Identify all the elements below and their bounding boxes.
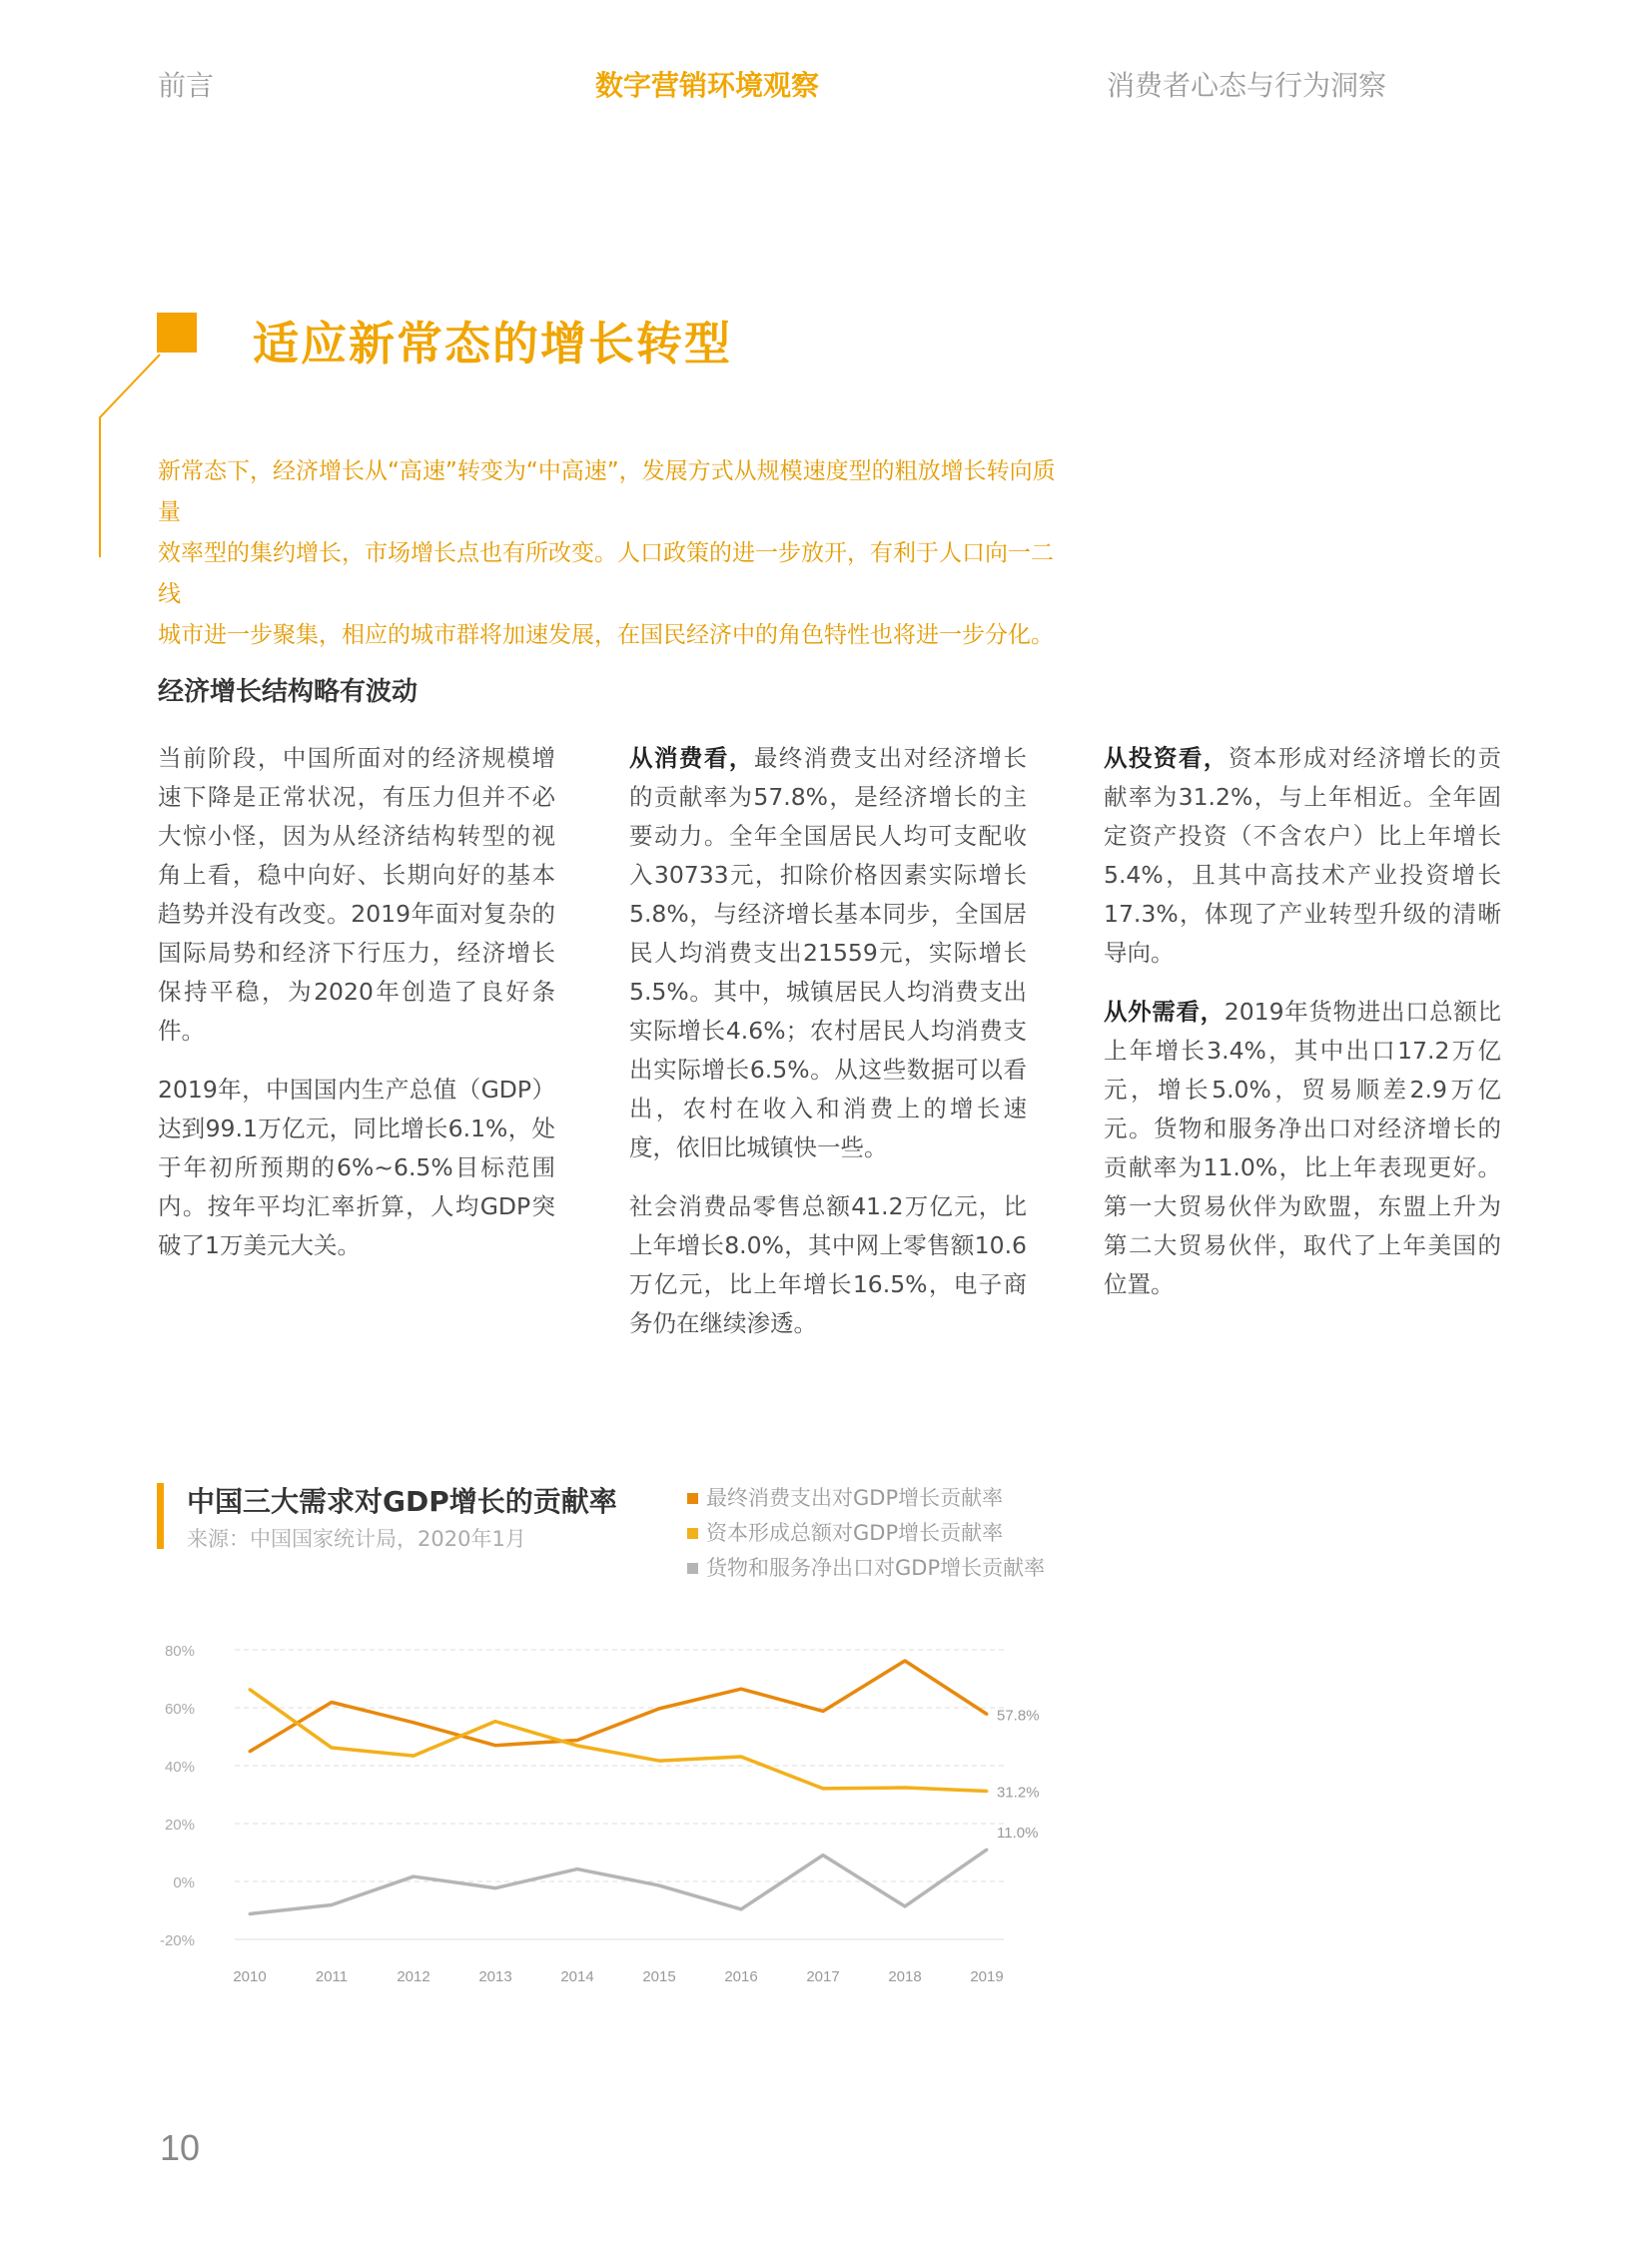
data-point [986, 1849, 989, 1852]
legend-item [687, 1481, 1045, 1516]
chart-legend [687, 1481, 1045, 1586]
paragraph-lead: 从投资看， [1104, 744, 1229, 772]
end-data-label: 11.0% [997, 1825, 1039, 1843]
y-tick-label: 20% [164, 1817, 195, 1834]
data-point [249, 1750, 252, 1753]
column-1 [158, 739, 555, 1285]
data-point [740, 1756, 743, 1759]
paragraph-body: 最终消费支出对经济增长的贡献率为57.8%，是经济增长的主要动力。全年全国居民人均可支配收入30733元，扣除价格因素实际增长5.8%，与经济增长基本同步，全国居民人均消费支出21559元，实际增长5.5%。其中，城镇居民人均消费支出实际增长4.6%；农村居民人均消费支出实际增长6.5%。从这些数据可以看出，农村在收入和消费上的增长速度，依旧比城镇快一些。 [629, 744, 1028, 1161]
paragraph: 2019年，中国国内生产总值（GDP）达到99.1万亿元，同比增长6.1%，处于年初所预期的6%~6.5%目标范围内。按年平均汇率折算，人均GDP突破了1万美元大关。 [158, 1076, 555, 1259]
data-point [986, 1790, 989, 1793]
paragraph-lead: 从外需看， [1104, 998, 1225, 1026]
data-point [904, 1787, 907, 1790]
x-tick-label: 2013 [478, 1968, 512, 1985]
y-tick-label: -20% [159, 1932, 195, 1949]
data-point [331, 1747, 334, 1750]
data-point [249, 1912, 252, 1915]
chart-source: 来源：中国国家统计局，2020年1月 [187, 1527, 526, 1551]
data-point [658, 1760, 661, 1763]
data-point [576, 1744, 579, 1747]
subheading: 经济增长结构略有波动 [158, 677, 418, 707]
data-point [740, 1907, 743, 1910]
paragraph [629, 739, 1027, 1167]
nav-link-preface[interactable]: 前言 [158, 69, 215, 102]
data-point [494, 1744, 497, 1747]
data-point [494, 1886, 497, 1889]
legend-swatch [687, 1528, 698, 1539]
intro-line: 效率型的集约增长，市场增长点也有所改变。人口政策的进一步放开，有利于人口向一二线 [158, 540, 1054, 607]
nav-link-digital-marketing[interactable]: 数字营销环境观察 [595, 69, 820, 102]
data-point [576, 1739, 579, 1742]
paragraph: 当前阶段，中国所面对的经济规模增速下降是正常状况，有压力但并不必大惊小怪，因为从经济结构转型的视角上看，稳中向好、长期向好的基本趋势并没有改变。2019年面对复杂的国际局势和经济下行压力，经济增长保持平稳，为2020年创造了良好条件。 [158, 744, 555, 1045]
y-tick-label: 60% [164, 1701, 195, 1718]
x-tick-label: 2010 [233, 1968, 267, 1985]
paragraph [1104, 993, 1501, 1304]
data-point [413, 1755, 415, 1758]
y-tick-label: 80% [164, 1643, 195, 1660]
chart-title-marker [157, 1483, 164, 1549]
legend-label: 货物和服务净出口对GDP增长贡献率 [706, 1556, 1046, 1580]
paragraph: 社会消费品零售总额41.2万亿元，比上年增长8.0%，其中网上零售额10.6万亿元，比上年增长16.5%，电子商务仍在继续渗透。 [629, 1192, 1027, 1337]
data-point [413, 1875, 415, 1878]
page-number: 10 [160, 2127, 201, 2168]
data-point [331, 1903, 334, 1906]
data-point [904, 1904, 907, 1907]
paragraph [1104, 739, 1501, 973]
data-point [986, 1713, 989, 1716]
x-tick-label: 2011 [315, 1968, 349, 1985]
paragraph-lead: 从消费看， [629, 744, 754, 772]
x-tick-label: 2018 [888, 1968, 922, 1985]
end-data-label: 31.2% [997, 1784, 1040, 1802]
x-tick-label: 2015 [642, 1968, 676, 1985]
end-data-label: 57.8% [997, 1707, 1040, 1725]
x-tick-label: 2016 [724, 1968, 758, 1985]
y-tick-label: 0% [173, 1874, 195, 1891]
intro-line: 城市进一步聚集，相应的城市群将加速发展，在国民经济中的角色特性也将进一步分化。 [158, 622, 1054, 648]
column-3 [1104, 739, 1501, 1324]
intro-paragraph [158, 451, 1057, 656]
data-point [658, 1707, 661, 1710]
data-point [331, 1701, 334, 1704]
x-tick-label: 2017 [806, 1968, 840, 1985]
legend-swatch [687, 1563, 698, 1574]
chart-title: 中国三大需求对GDP增长的贡献率 [187, 1485, 617, 1518]
legend-label: 资本形成总额对GDP增长贡献率 [706, 1521, 1004, 1545]
nav-link-consumer-insight[interactable]: 消费者心态与行为洞察 [1107, 69, 1387, 102]
y-tick-label: 40% [164, 1759, 195, 1776]
paragraph-body: 资本形成对经济增长的贡献率为31.2%，与上年相近。全年固定资产投资（不含农户）比上年增长5.4%，且其中高技术产业投资增长17.3%，体现了产业转型升级的清晰导向。 [1104, 744, 1502, 967]
x-tick-label: 2012 [397, 1968, 430, 1985]
legend-label: 最终消费支出对GDP增长贡献率 [706, 1486, 1004, 1510]
section-title: 适应新常态的增长转型 [253, 317, 732, 371]
data-point [822, 1787, 825, 1790]
data-point [658, 1884, 661, 1887]
data-point [740, 1688, 743, 1691]
data-point [822, 1854, 825, 1857]
data-point [249, 1688, 252, 1691]
data-point [413, 1721, 415, 1724]
data-point [904, 1660, 907, 1663]
legend-item [687, 1516, 1045, 1551]
data-point [576, 1868, 579, 1870]
column-2 [629, 739, 1027, 1363]
intro-line: 新常态下，经济增长从“高速”转变为“中高速”，发展方式从规模速度型的粗放增长转向质量 [158, 458, 1056, 525]
data-point [822, 1710, 825, 1713]
paragraph-body: 2019年货物进出口总额比上年增长3.4%，其中出口17.2万亿元，增长5.0%，贸易顺差2.9万亿元。货物和服务净出口对经济增长的贡献率为11.0%，比上年表现更好。第一大贸易伙伴为欧盟，东盟上升为第二大贸易伙伴，取代了上年美国的位置。 [1104, 998, 1501, 1298]
x-tick-label: 2014 [560, 1968, 594, 1985]
line-chart [150, 1618, 1089, 1997]
x-tick-label: 2019 [970, 1968, 1004, 1985]
legend-item [687, 1551, 1045, 1586]
legend-swatch [687, 1493, 698, 1504]
series-line-2 [250, 1690, 987, 1792]
data-point [494, 1720, 497, 1723]
section-marker [157, 313, 197, 353]
series-line-1 [250, 1661, 987, 1752]
